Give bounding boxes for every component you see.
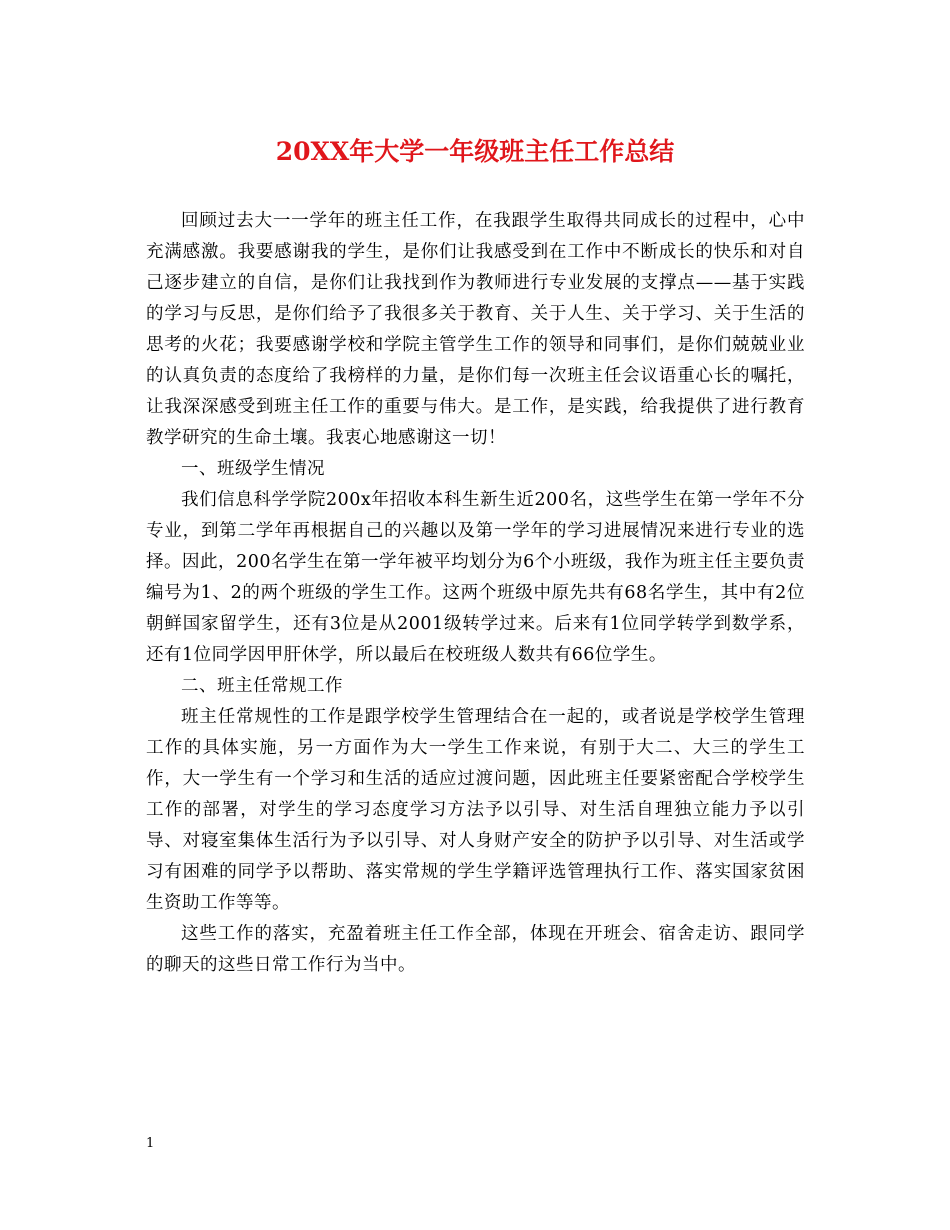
paragraph-intro: 回顾过去大一一学年的班主任工作，在我跟学生取得共同成长的过程中，心中充满感激。我要感谢我的学生，是你们让我感受到在工作中不断成长的快乐和对自己逐步建立的自信，是你们让我找到作为教师进行专业发展的支撑点——基于实践的学习与反思，是你们给予了我很多关于教育、关于人生、关于学习、关于生活的思考的火花；我要感谢学校和学院主管学生工作的领导和同事们，是你们兢兢业业的认真负责的态度给了我榜样的力量，是你们每一次班主任会议语重心长的嘱托，让我深深感受到班主任工作的重要与伟大。是工作，是实践，给我提供了进行教育教学研究的生命土壤。我衷心地感谢这一切！ <box>146 211 805 448</box>
paragraph-routine-work: 班主任常规性的工作是跟学校学生管理结合在一起的，或者说是学校学生管理工作的具体实施，另一方面作为大一学生工作来说，有别于大二、大三的学生工作，大一学生有一个学习和生活的适应过渡问题，因此班主任要紧密配合学校学生工作的部署，对学生的学习态度学习方法予以引导、对生活自理独立能力予以引导、对寝室集体生活行为予以引导、对人身财产安全的防护予以引导、对生活或学习有困难的同学予以帮助、落实常规的学生学籍评选管理执行工作、落实国家贫困生资助工作等等。 <box>146 707 805 913</box>
page-number: 1 <box>146 1136 155 1151</box>
paragraph-routine-implementation: 这些工作的落实，充盈着班主任工作全部，体现在开班会、宿舍走访、跟同学的聊天的这些日常工作行为当中。 <box>146 924 805 975</box>
section-heading-routine-work: 二、班主任常规工作 <box>181 676 343 696</box>
paragraph-class-info: 我们信息科学学院200x年招收本科生新生近200名，这些学生在第一学年不分专业，到第二学年再根据自己的兴趣以及第一学年的学习进展情况来进行专业的选择。因此，200名学生在第一学年被平均划分为6个小班级，我作为班主任主要负责编号为1、2的两个班级的学生工作。这两个班级中原先共有68名学生，其中有2位朝鲜国家留学生，还有3位是从2001级转学过来。后来有1位同学转学到数学系，还有1位同学因甲肝休学，所以最后在校班级人数共有66位学生。 <box>146 490 805 665</box>
document-title: 20XX年大学一年级班主任工作总结 <box>275 137 675 166</box>
section-heading-class-info: 一、班级学生情况 <box>181 459 325 479</box>
document-body <box>146 206 805 981</box>
